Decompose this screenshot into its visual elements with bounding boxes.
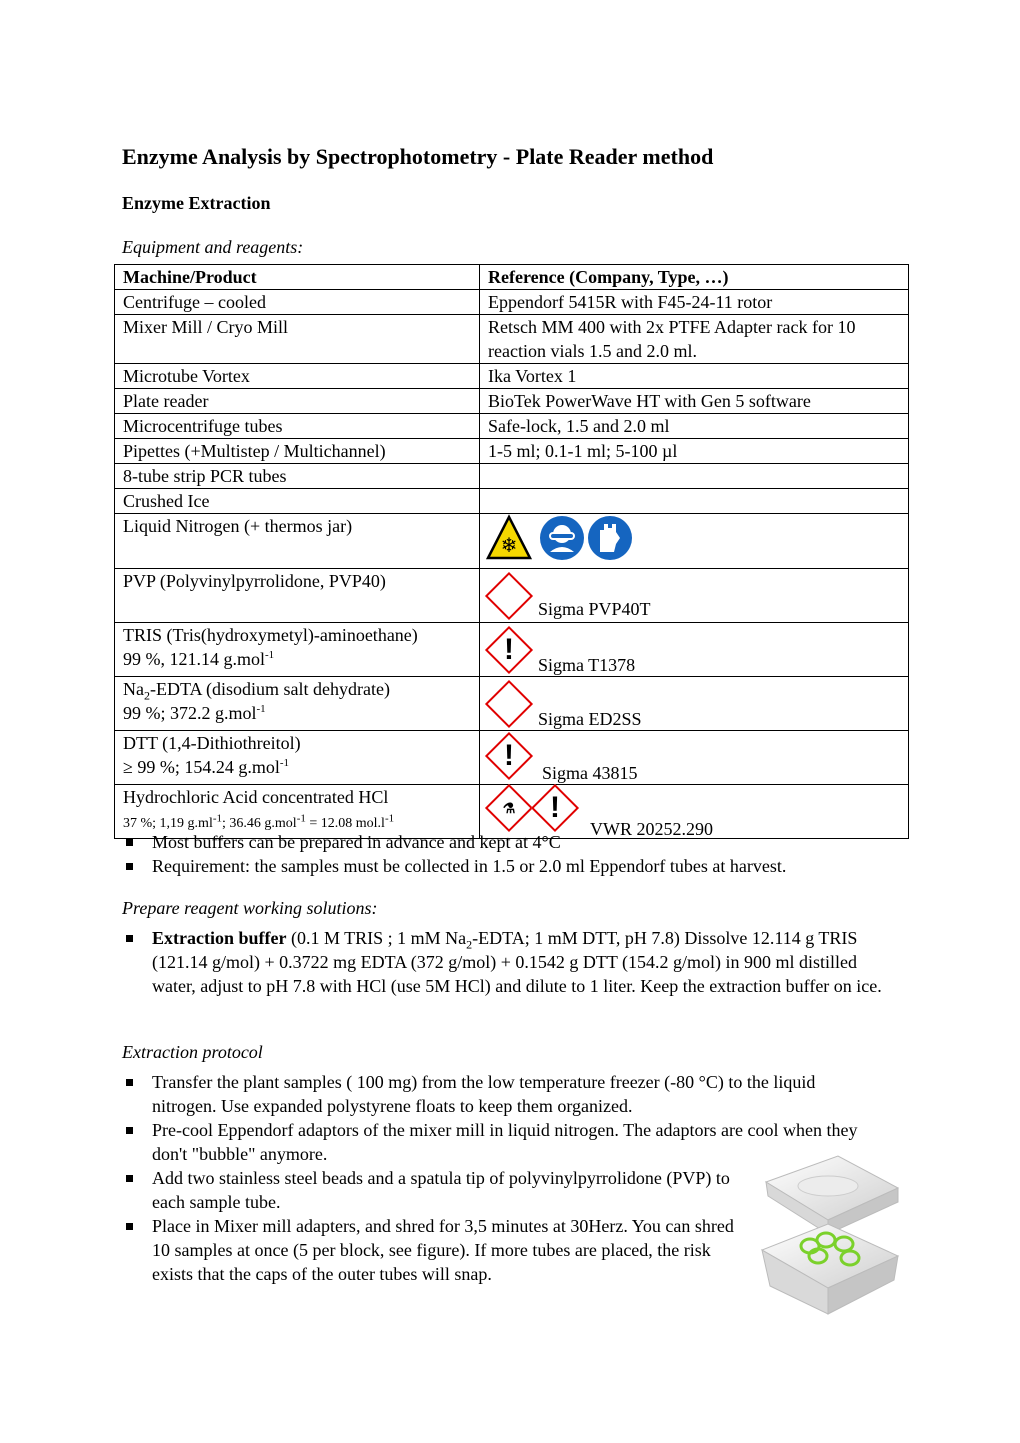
table-row — [115, 731, 909, 785]
reference-text: Sigma ED2SS — [538, 709, 642, 729]
table-cell: 1-5 ml; 0.1-1 ml; 5-100 µl — [480, 439, 909, 464]
subscript: 2 — [466, 937, 473, 952]
table-cell: Microtube Vortex — [115, 364, 480, 389]
reagent-name-rest: -EDTA (disodium salt dehydrate) — [150, 679, 391, 699]
exclamation-hazard-icon: ! — [538, 791, 572, 831]
reagent-name: DTT (1,4-Dithiothreitol) — [123, 733, 301, 753]
list-item: Requirement: the samples must be collected in 1.5 or 2.0 ml Eppendorf tubes at harvest. — [122, 854, 902, 878]
reagent-spec: 37 %; 1,19 $g.ml^{-1}$; 36.46 g.mol$^{-1}$ = 12.08 $mol.l^{-1}$ — [123, 812, 395, 831]
notes-list — [122, 830, 902, 878]
hazard-cell — [480, 569, 909, 623]
buffer-text-rest: -EDTA; 1 mM DTT, pH 7.8) Dissolve 12.114 g TRIS (121.14 g/mol) + 0.3722 mg EDTA (372 g/mol) + 0.1542 g DTT (154.2 g/mol) in 900 ml distilled water, adjust to pH 7.8 with HCl (use 5M HCl) and dilute to 1 liter. Keep the extraction buffer on ice. — [152, 928, 882, 996]
protocol-heading: Extraction protocol — [122, 1042, 263, 1062]
reagent-name: Na — [123, 679, 144, 699]
table-row — [115, 290, 909, 315]
list-item: Pre-cool Eppendorf adaptors of the mixer mill in liquid nitrogen. The adaptors are cool when they don't "bubble" anymore. — [122, 1118, 882, 1166]
reference-text: Sigma T1378 — [538, 655, 636, 675]
table-cell — [480, 464, 909, 489]
reagent-name: TRIS (Tris(hydroxymetyl)-aminoethane) — [123, 625, 418, 645]
adapter-base — [762, 1224, 898, 1314]
subscript: 2 — [144, 688, 150, 703]
table-cell — [115, 623, 480, 677]
table-row — [115, 414, 909, 439]
reagent-name: Hydrochloric Acid concentrated HCl — [123, 787, 389, 807]
table-cell: Eppendorf 5415R with F45-24-11 rotor — [480, 290, 909, 315]
table-cell — [115, 731, 480, 785]
table-cell: Safe-lock, 1.5 and 2.0 ml — [480, 414, 909, 439]
table-row — [115, 389, 909, 414]
corrosive-hazard-icon: ⚗ — [492, 791, 526, 831]
reagent-spec: 99 %, 121.14 g.mol — [123, 649, 265, 669]
equipment-heading: Equipment and reagents: — [122, 237, 304, 257]
table-row — [115, 623, 909, 677]
svg-text:❄: ❄ — [500, 533, 518, 557]
table-cell: BioTek PowerWave HT with Gen 5 software — [480, 389, 909, 414]
reagent-spec: 99 %; 372.2 g.mol — [123, 703, 257, 723]
cold-hazard-icon — [488, 517, 530, 558]
adapter-block-figure — [758, 1152, 908, 1320]
hazard-diamond-empty-icon — [492, 687, 526, 727]
eye-protection-icon — [540, 516, 584, 560]
table-cell: Plate reader — [115, 389, 480, 414]
table-cell: Mixer Mill / Cryo Mill — [115, 315, 480, 364]
table-cell: PVP (Polyvinylpyrrolidone, PVP40) — [115, 569, 480, 623]
safety-icons-cell — [480, 514, 909, 569]
table-cell: Centrifuge – cooled — [115, 290, 480, 315]
table-row — [115, 489, 909, 514]
table-row — [115, 677, 909, 731]
reagent-spec: ≥ 99 %; 154.24 g.mol — [123, 757, 280, 777]
section-heading: Enzyme Extraction — [122, 193, 271, 213]
prepare-heading: Prepare reagent working solutions: — [122, 898, 378, 918]
table-header-row — [115, 265, 909, 290]
reference-text: Sigma PVP40T — [538, 599, 651, 619]
gloves-icon — [588, 516, 632, 560]
reference-text: Sigma 43815 — [542, 763, 638, 783]
table-cell: Retsch MM 400 with 2x PTFE Adapter rack for 10 reaction vials 1.5 and 2.0 ml. — [480, 315, 909, 364]
table-row — [115, 315, 909, 364]
table-cell: Liquid Nitrogen (+ thermos jar) — [115, 514, 480, 569]
adapter-lid — [766, 1156, 898, 1234]
table-cell — [480, 489, 909, 514]
superscript: -1 — [279, 757, 290, 769]
buffer-label: Extraction buffer — [152, 928, 287, 948]
equipment-table — [114, 264, 909, 839]
exclamation-hazard-icon: ! — [492, 739, 526, 779]
hazard-cell — [480, 731, 909, 785]
header-cell: Machine/Product — [115, 265, 480, 290]
safety-icons — [486, 514, 646, 562]
list-item: Place in Mixer mill adapters, and shred for 3,5 minutes at 30Herz. You can shred 10 samples at once (5 per block, see figure). If more tubes are placed, the risk exists that the caps of the outer tubes will snap. — [122, 1214, 742, 1286]
page-title: Enzyme Analysis by Spectrophotometry - Plate Reader method — [122, 144, 714, 169]
hazard-cell — [480, 677, 909, 731]
table-cell: Ika Vortex 1 — [480, 364, 909, 389]
header-cell: Reference (Company, Type, …) — [480, 265, 909, 290]
list-item: Most buffers can be prepared in advance and kept at 4°C — [122, 830, 902, 854]
table-cell: Crushed Ice — [115, 489, 480, 514]
hazard-diamond-empty-icon — [492, 579, 526, 619]
table-cell — [115, 677, 480, 731]
table-row — [115, 364, 909, 389]
buffer-text: (0.1 M TRIS ; 1 mM Na — [286, 928, 467, 948]
hazard-cell — [480, 623, 909, 677]
table-row — [115, 514, 909, 569]
table-cell: Pipettes (+Multistep / Multichannel) — [115, 439, 480, 464]
table-row — [115, 439, 909, 464]
table-row — [115, 569, 909, 623]
reference-text: VWR 20252.290 — [590, 819, 713, 839]
list-item: Transfer the plant samples ( 100 mg) from the low temperature freezer (-80 °C) to the liquid nitrogen. Use expanded polystyrene floats to keep them organized. — [122, 1070, 882, 1118]
list-item: Add two stainless steel beads and a spatula tip of polyvinylpyrrolidone (PVP) to each sample tube. — [122, 1166, 732, 1214]
list-item — [122, 926, 892, 998]
exclamation-hazard-icon: ! — [492, 633, 526, 673]
table-cell: Microcentrifuge tubes — [115, 414, 480, 439]
table-row — [115, 464, 909, 489]
solutions-list — [122, 926, 892, 998]
table-cell: 8-tube strip PCR tubes — [115, 464, 480, 489]
superscript: -1 — [265, 649, 275, 661]
superscript: -1 — [256, 703, 266, 715]
